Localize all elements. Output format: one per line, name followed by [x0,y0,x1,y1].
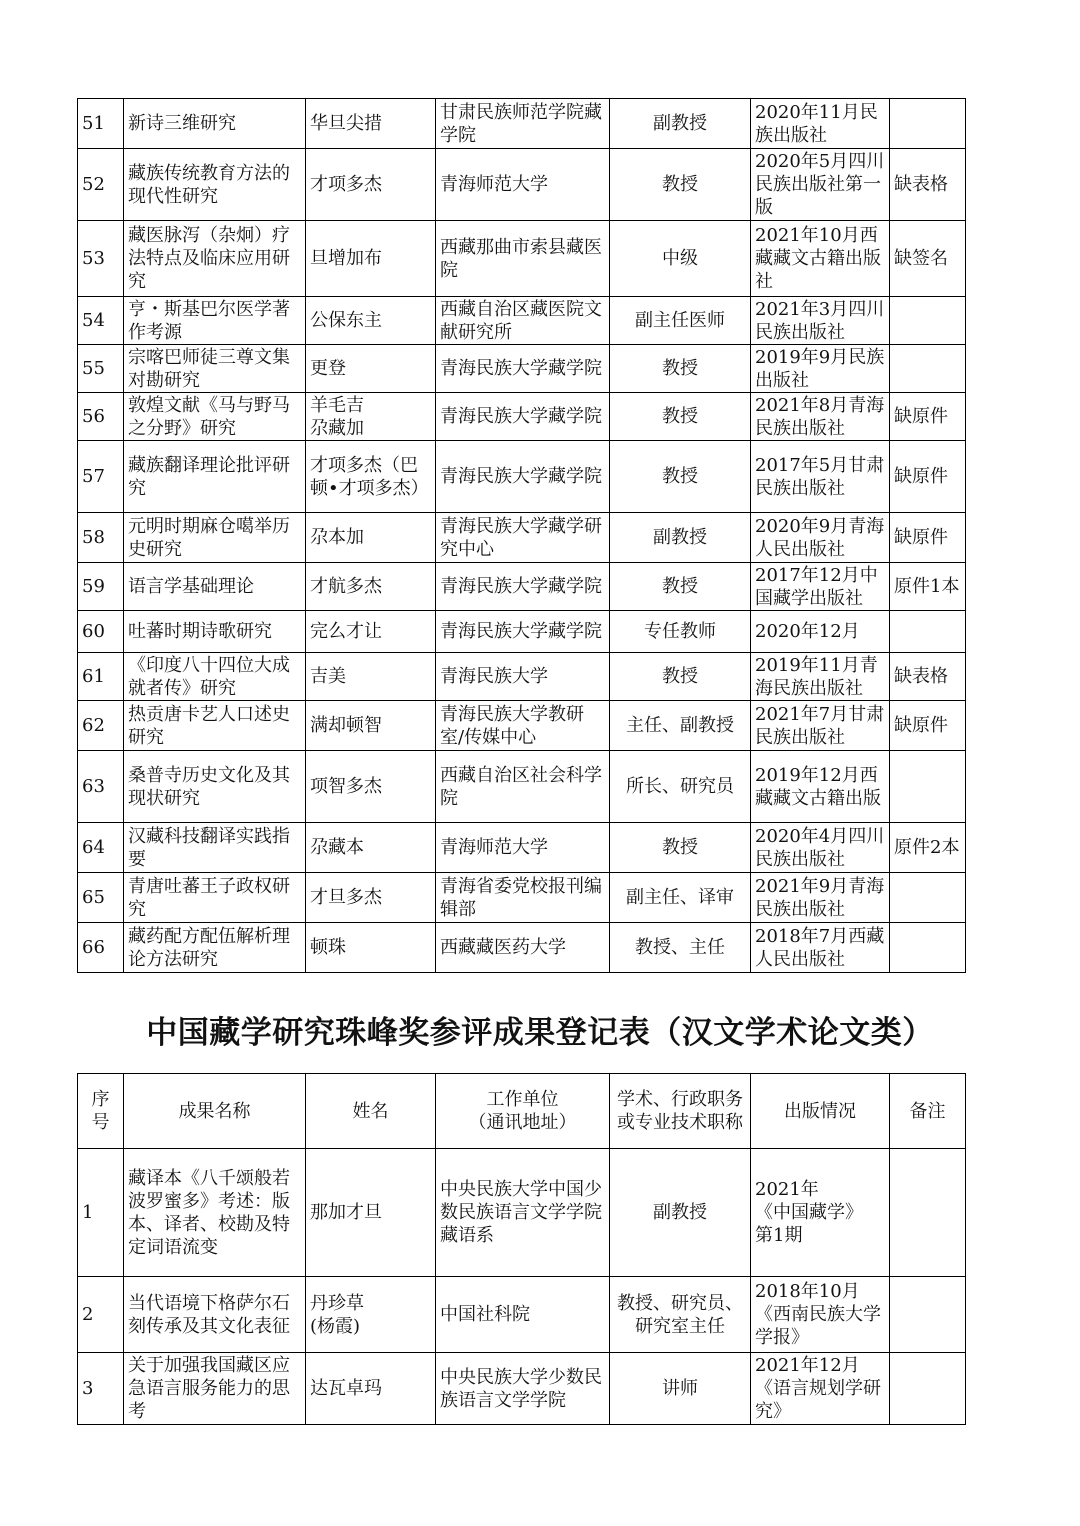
job-title: 教授、主任 [610,923,751,973]
remark [890,1277,966,1353]
table-row [78,221,966,297]
table-row [78,823,966,873]
job-title: 教授 [610,563,751,611]
work-unit: 青海民族大学藏学院 [436,441,610,513]
remark [890,297,966,345]
section-title: 中国藏学研究珠峰奖参评成果登记表（汉文学术论文类） [146,1015,934,1051]
publication-info: 2021年7月甘肃民族出版社 [751,701,890,751]
remark [890,1353,966,1425]
row-number: 58 [78,513,124,563]
table-row [78,873,966,923]
publication-info: 2021年12月 《语言规划学研究》 [751,1353,890,1425]
row-number: 59 [78,563,124,611]
work-unit: 西藏藏医药大学 [436,923,610,973]
job-title: 副主任、译审 [610,873,751,923]
work-unit: 西藏自治区藏医院文献研究所 [436,297,610,345]
row-number: 61 [78,653,124,701]
row-number: 65 [78,873,124,923]
table-row [78,1353,966,1425]
author-name: 华旦尖措 [306,99,436,149]
table-row [78,751,966,823]
header-name: 成果名称 [124,1074,306,1149]
author-name: 达瓦卓玛 [306,1353,436,1425]
row-number: 56 [78,393,124,441]
job-title: 讲师 [610,1353,751,1425]
publication-info: 2018年10月 《西南民族大学学报》 [751,1277,890,1353]
achievement-name: 吐蕃时期诗歌研究 [124,611,306,653]
row-number: 2 [78,1277,124,1353]
achievement-name: 藏药配方配伍解析理论方法研究 [124,923,306,973]
achievement-name: 亨・斯基巴尔医学著作考源 [124,297,306,345]
job-title: 教授、研究员、研究室主任 [610,1277,751,1353]
publication-info: 2019年11月青海民族出版社 [751,653,890,701]
work-unit: 西藏那曲市索县藏医院 [436,221,610,297]
row-number: 53 [78,221,124,297]
author-name: 尕藏本 [306,823,436,873]
publication-info: 2019年12月西藏藏文古籍出版 [751,751,890,823]
table-row [78,441,966,513]
header-no: 序号 [78,1074,124,1149]
author-name: 满却顿智 [306,701,436,751]
publication-info: 2021年9月青海民族出版社 [751,873,890,923]
publication-info: 2020年12月 [751,611,890,653]
work-unit: 中国社科院 [436,1277,610,1353]
author-name: 羊毛吉 尕藏加 [306,393,436,441]
author-name: 项智多杰 [306,751,436,823]
author-name: 更登 [306,345,436,393]
job-title: 教授 [610,441,751,513]
table-row [78,99,966,149]
work-unit: 青海民族大学藏学研究中心 [436,513,610,563]
work-unit: 甘肃民族师范学院藏学院 [436,99,610,149]
remark [890,923,966,973]
work-unit: 青海省委党校报刊编辑部 [436,873,610,923]
header-note: 备注 [890,1074,966,1149]
publication-info: 2021年3月四川民族出版社 [751,297,890,345]
publication-info: 2021年 《中国藏学》 第1期 [751,1149,890,1277]
work-unit: 青海师范大学 [436,823,610,873]
job-title: 中级 [610,221,751,297]
job-title: 教授 [610,149,751,221]
row-number: 64 [78,823,124,873]
row-number: 55 [78,345,124,393]
achievement-name: 汉藏科技翻译实践指要 [124,823,306,873]
work-unit: 西藏自治区社会科学院 [436,751,610,823]
remark: 缺原件 [890,513,966,563]
author-name: 才项多杰（巴顿•才项多杰） [306,441,436,513]
achievement-name: 元明时期麻仓噶举历史研究 [124,513,306,563]
row-number: 63 [78,751,124,823]
header-author: 姓名 [306,1074,436,1149]
row-number: 60 [78,611,124,653]
publication-info: 2020年4月四川民族出版社 [751,823,890,873]
job-title: 主任、副教授 [610,701,751,751]
author-name: 丹珍草 (杨霞) [306,1277,436,1353]
remark: 缺原件 [890,393,966,441]
achievement-name: 敦煌文献《马与野马之分野》研究 [124,393,306,441]
table-row [78,923,966,973]
remark [890,345,966,393]
publication-info: 2020年9月青海人民出版社 [751,513,890,563]
remark [890,611,966,653]
work-unit: 中央民族大学中国少数民族语言文学学院藏语系 [436,1149,610,1277]
achievement-name: 关于加强我国藏区应急语言服务能力的思考 [124,1353,306,1425]
author-name: 才项多杰 [306,149,436,221]
achievement-name: 宗喀巴师徒三尊文集对勘研究 [124,345,306,393]
work-unit: 中央民族大学少数民族语言文学学院 [436,1353,610,1425]
remark: 缺原件 [890,701,966,751]
table-row [78,611,966,653]
row-number: 66 [78,923,124,973]
remark [890,99,966,149]
row-number: 54 [78,297,124,345]
achievement-name: 青唐吐蕃王子政权研究 [124,873,306,923]
header-unit: 工作单位 （通讯地址） [436,1074,610,1149]
remark: 缺签名 [890,221,966,297]
job-title: 所长、研究员 [610,751,751,823]
table-row [78,345,966,393]
table-row [78,563,966,611]
publication-info: 2021年8月青海民族出版社 [751,393,890,441]
work-unit: 青海民族大学藏学院 [436,563,610,611]
author-name: 尕本加 [306,513,436,563]
achievement-name: 新诗三维研究 [124,99,306,149]
achievement-name: 藏译本《八千颂般若波罗蜜多》考述：版本、译者、校勘及特定词语流变 [124,1149,306,1277]
author-name: 公保东主 [306,297,436,345]
table-row [78,1277,966,1353]
table-header-row [78,1074,966,1149]
author-name: 完么才让 [306,611,436,653]
remark [890,751,966,823]
achievement-name: 桑普寺历史文化及其现状研究 [124,751,306,823]
job-title: 教授 [610,653,751,701]
header-title: 学术、行政职务或专业技术职称 [610,1074,751,1149]
remark: 原件1本 [890,563,966,611]
achievement-name: 藏族传统教育方法的现代性研究 [124,149,306,221]
achievement-table-tibetan-books [77,98,966,973]
author-name: 旦增加布 [306,221,436,297]
row-number: 57 [78,441,124,513]
publication-info: 2020年11月民族出版社 [751,99,890,149]
table-row [78,513,966,563]
author-name: 吉美 [306,653,436,701]
job-title: 副主任医师 [610,297,751,345]
remark [890,1149,966,1277]
achievement-name: 藏医脉泻（杂炯）疗法特点及临床应用研究 [124,221,306,297]
header-pub: 出版情况 [751,1074,890,1149]
job-title: 教授 [610,393,751,441]
table-row [78,393,966,441]
publication-info: 2017年5月甘肃民族出版社 [751,441,890,513]
work-unit: 青海民族大学 [436,653,610,701]
work-unit: 青海民族大学教研室/传媒中心 [436,701,610,751]
job-title: 副教授 [610,513,751,563]
publication-info: 2020年5月四川民族出版社第一版 [751,149,890,221]
achievement-name: 藏族翻译理论批评研究 [124,441,306,513]
job-title: 教授 [610,345,751,393]
author-name: 顿珠 [306,923,436,973]
remark: 原件2本 [890,823,966,873]
job-title: 专任教师 [610,611,751,653]
remark: 缺表格 [890,149,966,221]
achievement-name: 热贡唐卡艺人口述史研究 [124,701,306,751]
work-unit: 青海民族大学藏学院 [436,345,610,393]
row-number: 51 [78,99,124,149]
row-number: 3 [78,1353,124,1425]
remark: 缺原件 [890,441,966,513]
table-row [78,701,966,751]
work-unit: 青海民族大学藏学院 [436,611,610,653]
row-number: 62 [78,701,124,751]
table-row [78,149,966,221]
author-name: 才旦多杰 [306,873,436,923]
achievement-table-chinese-papers [77,1073,966,1425]
job-title: 副教授 [610,99,751,149]
row-number: 1 [78,1149,124,1277]
remark [890,873,966,923]
publication-info: 2018年7月西藏人民出版社 [751,923,890,973]
job-title: 教授 [610,823,751,873]
table-row [78,297,966,345]
author-name: 那加才旦 [306,1149,436,1277]
table-row [78,1149,966,1277]
publication-info: 2017年12月中国藏学出版社 [751,563,890,611]
work-unit: 青海师范大学 [436,149,610,221]
author-name: 才航多杰 [306,563,436,611]
publication-info: 2021年10月西藏藏文古籍出版社 [751,221,890,297]
remark: 缺表格 [890,653,966,701]
work-unit: 青海民族大学藏学院 [436,393,610,441]
achievement-name: 《印度八十四位大成就者传》研究 [124,653,306,701]
row-number: 52 [78,149,124,221]
achievement-name: 当代语境下格萨尔石刻传承及其文化表征 [124,1277,306,1353]
job-title: 副教授 [610,1149,751,1277]
table-row [78,653,966,701]
achievement-name: 语言学基础理论 [124,563,306,611]
publication-info: 2019年9月民族出版社 [751,345,890,393]
